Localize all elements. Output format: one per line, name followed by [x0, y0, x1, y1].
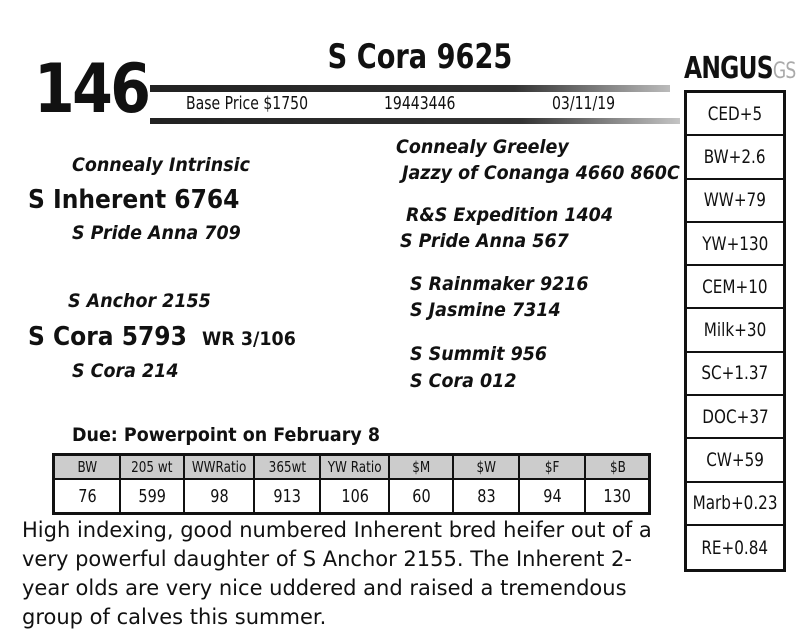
performance-header: 205 wt [120, 455, 184, 480]
epd-item: DOC+37 [687, 396, 783, 439]
animal-name: S Cora 9625 [327, 37, 513, 77]
performance-header: YW Ratio [320, 455, 389, 480]
ggp-item: Connealy Greeley [396, 136, 569, 158]
header-rule-bottom [150, 118, 680, 124]
epd-item: Marb+0.23 [687, 483, 783, 526]
base-price: Base Price $1750 [186, 93, 309, 114]
epd-item: CED+5 [687, 93, 783, 136]
epd-item: SC+1.37 [687, 353, 783, 396]
performance-table [52, 453, 651, 515]
ggp-item: S Pride Anna 567 [400, 230, 569, 252]
performance-header: $W [453, 455, 519, 480]
performance-value: 83 [453, 479, 519, 514]
ggp-item: S Jasmine 7314 [410, 299, 561, 321]
performance-value: 98 [184, 479, 254, 514]
ggp-item: R&S Expedition 1404 [406, 204, 614, 226]
sire-dam: S Pride Anna 709 [72, 222, 241, 244]
performance-header: 365wt [254, 455, 320, 480]
performance-value: 913 [254, 479, 320, 514]
dam-dam: S Cora 214 [72, 360, 179, 382]
performance-header-row [54, 455, 650, 480]
birth-date: 03/11/19 [552, 93, 616, 114]
performance-value: 76 [54, 479, 121, 514]
lot-description: High indexing, good numbered Inherent bred heifer out of a very powerful daughter of S Anchor 2155. The Inherent 2-year olds are very nice uddered and raised a tremendous group of calves this summer. [22, 518, 652, 629]
performance-header: WWRatio [184, 455, 254, 480]
epd-item: BW+2.6 [687, 136, 783, 179]
header-rule-top [150, 85, 670, 92]
sire: S Inherent 6764 [28, 185, 240, 215]
ggp-item: S Cora 012 [410, 370, 517, 392]
epd-item: WW+79 [687, 180, 783, 223]
performance-header: BW [54, 455, 121, 480]
performance-value: 599 [120, 479, 184, 514]
sire-sire: Connealy Intrinsic [72, 154, 250, 176]
epd-panel [684, 90, 786, 572]
ggp-item: S Summit 956 [410, 343, 548, 365]
dam-record: WR 3/106 [202, 328, 296, 350]
due-date: Due: Powerpoint on February 8 [72, 424, 380, 446]
performance-value: 60 [389, 479, 453, 514]
performance-header: $F [519, 455, 585, 480]
epd-item: YW+130 [687, 223, 783, 266]
epd-item: RE+0.84 [701, 536, 769, 559]
epd-item: CW+59 [687, 439, 783, 482]
dam: S Cora 5793 [28, 322, 187, 352]
registration-number: 19443446 [384, 93, 456, 114]
angus-gs-logo: ANGUSGS [684, 51, 796, 86]
performance-value: 130 [585, 479, 650, 514]
performance-value-row [54, 479, 650, 514]
performance-value: 94 [519, 479, 585, 514]
epd-item: Milk+30 [687, 309, 783, 352]
lot-number: 146 [34, 50, 149, 129]
performance-header: $B [585, 455, 650, 480]
performance-header: $M [389, 455, 453, 480]
ggp-item: Jazzy of Conanga 4660 860C [402, 162, 680, 184]
epd-item: CEM+10 [687, 266, 783, 309]
ggp-item: S Rainmaker 9216 [410, 273, 589, 295]
dam-sire: S Anchor 2155 [68, 290, 211, 312]
performance-value: 106 [320, 479, 389, 514]
